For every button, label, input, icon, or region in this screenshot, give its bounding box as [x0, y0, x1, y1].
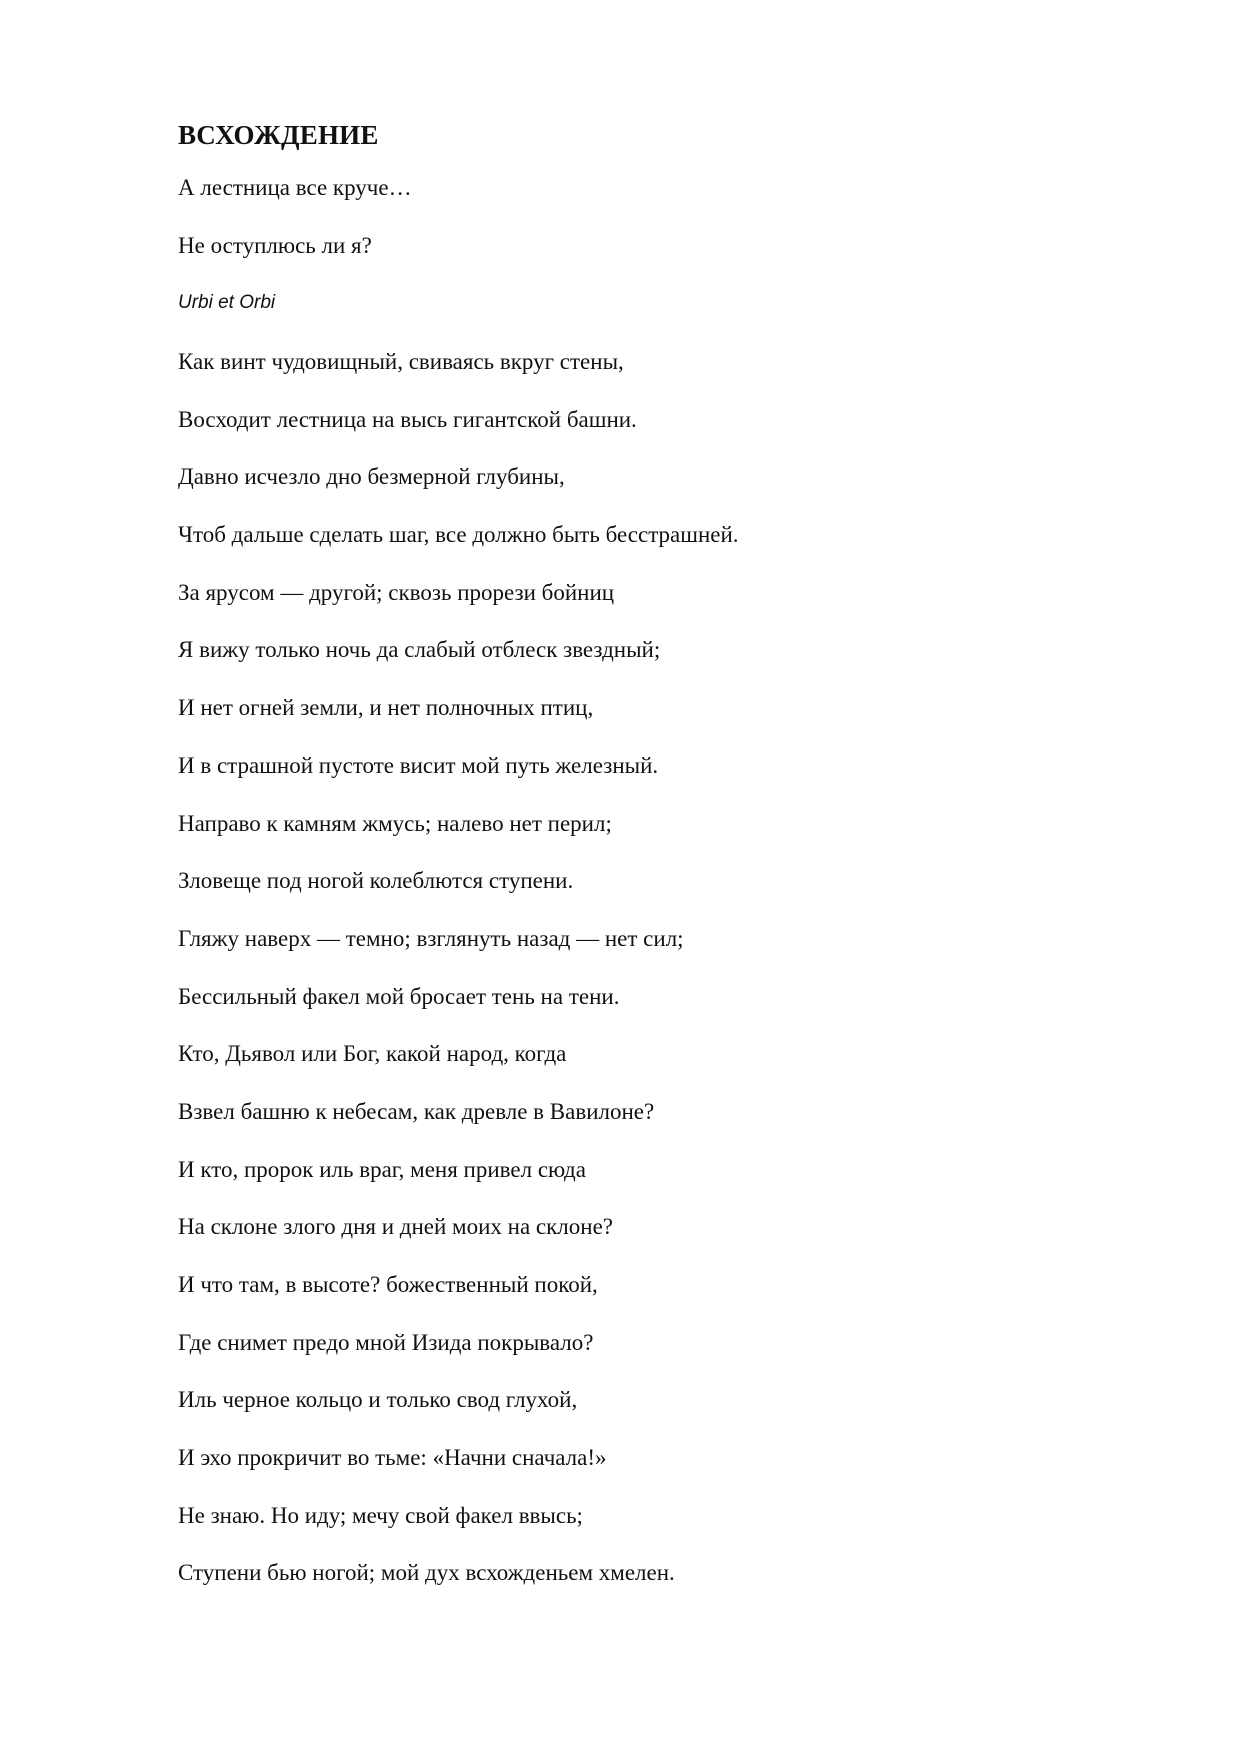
verse-line: Как винт чудовищный, свиваясь вкруг стены, — [178, 349, 624, 374]
epigraph-line: А лестница все круче… — [178, 175, 412, 200]
verse-line: Кто, Дьявол или Бог, какой народ, когда — [178, 1041, 567, 1067]
verse-line: И в страшной пустоте висит мой путь железный. — [178, 752, 659, 778]
verse-line: И нет огней земли, и нет полночных птиц, — [178, 695, 594, 721]
poem — [178, 118, 1138, 1617]
verse-line: Взвел башню к небесам, как древле в Вавилоне? — [178, 1098, 655, 1124]
verse-line: Ступени бью ногой; мой дух всхожденьем хмелен. — [178, 1560, 675, 1586]
verse-line: Чтоб дальше сделать шаг, все должно быть бесстрашней. — [178, 522, 739, 548]
verse-line: Бессильный факел мой бросает тень на тени. — [178, 983, 620, 1009]
verse-line: Я вижу только ночь да слабый отблеск звездный; — [178, 637, 661, 663]
poem-title: ВСХОЖДЕНИЕ — [178, 120, 379, 150]
epigraph-line: Не оступлюсь ли я? — [178, 233, 372, 258]
verse-line: Гляжу наверх — темно; взглянуть назад — нет сил; — [178, 925, 684, 951]
verse-line: Не знаю. Но иду; мечу свой факел ввысь; — [178, 1502, 583, 1528]
verse-line: И эхо прокричит во тьме: «Начни сначала!» — [178, 1445, 607, 1471]
verse-line: Давно исчезло дно безмерной глубины, — [178, 464, 565, 490]
verse-line: Направо к камням жмусь; налево нет перил; — [178, 810, 612, 836]
verse-line: Иль черное кольцо и только свод глухой, — [178, 1387, 578, 1413]
verse-line: Зловеще под ногой колеблются ступени. — [178, 868, 574, 894]
epigraph — [178, 174, 1138, 260]
poem-body — [178, 348, 1138, 1587]
verse-line: И кто, пророк иль враг, меня привел сюда — [178, 1156, 586, 1182]
verse-line: За ярусом — другой; сквозь прорези бойниц — [178, 579, 615, 605]
dedication: Urbi et Orbi — [178, 292, 276, 313]
verse-line: Восходит лестница на высь гигантской башни. — [178, 406, 637, 432]
verse-line: Где снимет предо мной Изида покрывало? — [178, 1329, 594, 1355]
verse-line: И что там, в высоте? божественный покой, — [178, 1272, 598, 1297]
verse-line: На склоне злого дня и дней моих на склоне? — [178, 1214, 614, 1240]
